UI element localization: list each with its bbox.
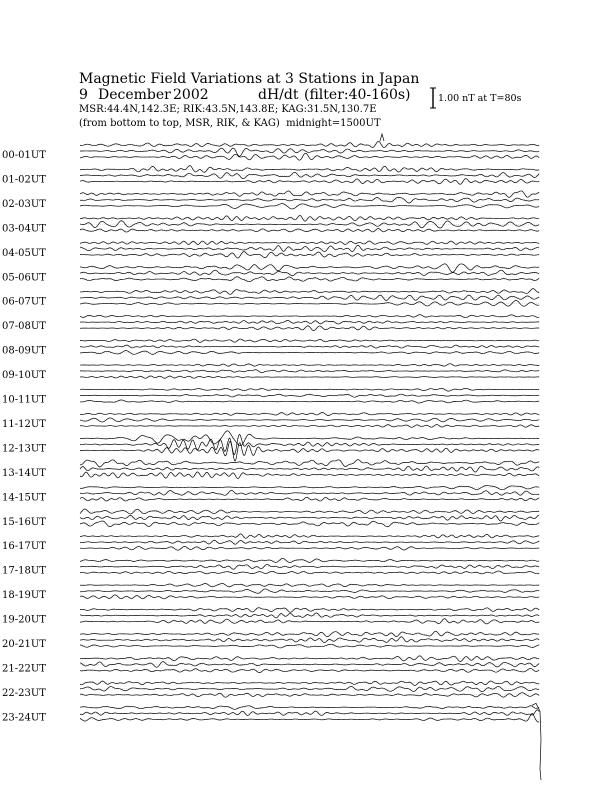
trace-kag xyxy=(80,486,539,490)
trace-msr xyxy=(80,153,539,160)
trace-rik xyxy=(80,637,539,643)
row-label: 03-04UT xyxy=(2,223,46,235)
row-label: 21-22UT xyxy=(2,663,46,675)
trace-msr xyxy=(80,693,539,698)
row-label: 07-08UT xyxy=(2,321,46,333)
stations-info: MSR:44.4N,142.3E; RIK:43.5N,143.8E; KAG:31.5N,130.7E xyxy=(79,104,377,115)
traces xyxy=(80,141,539,722)
chart-title: Magnetic Field Variations at 3 Stations in Japan xyxy=(79,71,420,87)
row-label: 01-02UT xyxy=(2,174,46,186)
trace-rik xyxy=(80,515,539,521)
trace-kag xyxy=(80,264,539,272)
quantity-label: dH/dt xyxy=(258,87,299,103)
row-label: 06-07UT xyxy=(2,296,46,308)
row-labels xyxy=(2,150,46,723)
date-year: 2002 xyxy=(173,87,209,103)
series-order: (from bottom to top, MSR, RIK, & KAG) xyxy=(79,118,280,129)
trace-rik xyxy=(80,245,539,251)
trace-msr xyxy=(80,546,539,550)
row-label: 20-21UT xyxy=(2,639,46,650)
row-label: 00-01UT xyxy=(2,150,46,161)
row-label: 23-24UT xyxy=(2,712,46,724)
trace-spike xyxy=(380,134,384,141)
trace-msr xyxy=(80,277,539,282)
date-day: 9 xyxy=(79,87,88,103)
row-label: 11-12UT xyxy=(2,418,46,430)
row-label: 19-20UT xyxy=(2,614,46,626)
trace-msr xyxy=(80,204,539,209)
trace-kag xyxy=(80,141,539,147)
trace-msr xyxy=(80,252,539,258)
row-label: 04-05UT xyxy=(2,247,46,259)
row-label: 15-16UT xyxy=(2,516,46,528)
trace-rik xyxy=(80,197,539,203)
trace-msr xyxy=(80,472,539,479)
trace-msr xyxy=(80,301,539,307)
trace-kag xyxy=(80,681,539,685)
row-label: 14-15UT xyxy=(2,492,46,504)
trace-kag xyxy=(80,608,539,613)
trace-rik xyxy=(80,270,539,275)
trace-msr xyxy=(80,571,539,574)
row-label: 10-11UT xyxy=(2,394,46,406)
trace-msr xyxy=(80,714,539,722)
trace-kag xyxy=(80,191,539,197)
row-label: 18-19UT xyxy=(2,590,46,602)
row-label: 16-17UT xyxy=(2,541,46,553)
row-label: 05-06UT xyxy=(2,272,46,284)
trace-kag xyxy=(80,166,539,173)
trace-rik xyxy=(80,710,539,716)
row-label: 13-14UT xyxy=(2,467,46,479)
row-label: 17-18UT xyxy=(2,565,46,577)
trace-msr xyxy=(80,644,539,648)
trace-msr xyxy=(80,326,539,331)
trace-msr xyxy=(80,351,539,355)
trace-rik xyxy=(80,345,539,348)
trace-rik xyxy=(80,148,539,156)
trace-kag xyxy=(80,583,539,586)
trace-kag xyxy=(80,413,539,416)
row-label: 22-23UT xyxy=(2,687,46,699)
midnight-info: midnight=1500UT xyxy=(286,118,381,129)
trace-msr xyxy=(80,595,539,599)
scale-label: 1.00 nT at T=80s xyxy=(438,93,522,104)
filter-label: (filter:40-160s) xyxy=(304,87,411,103)
row-label: 09-10UT xyxy=(2,370,46,382)
row-label: 02-03UT xyxy=(2,198,46,210)
trace-rik xyxy=(80,490,539,495)
trace-kag xyxy=(80,460,539,467)
trace-kag xyxy=(80,289,539,295)
trace-kag xyxy=(80,509,539,514)
trace-rik xyxy=(80,370,539,373)
row-label: 08-09UT xyxy=(2,345,46,357)
date-month: December xyxy=(98,87,171,103)
row-label: 12-13UT xyxy=(2,443,46,455)
